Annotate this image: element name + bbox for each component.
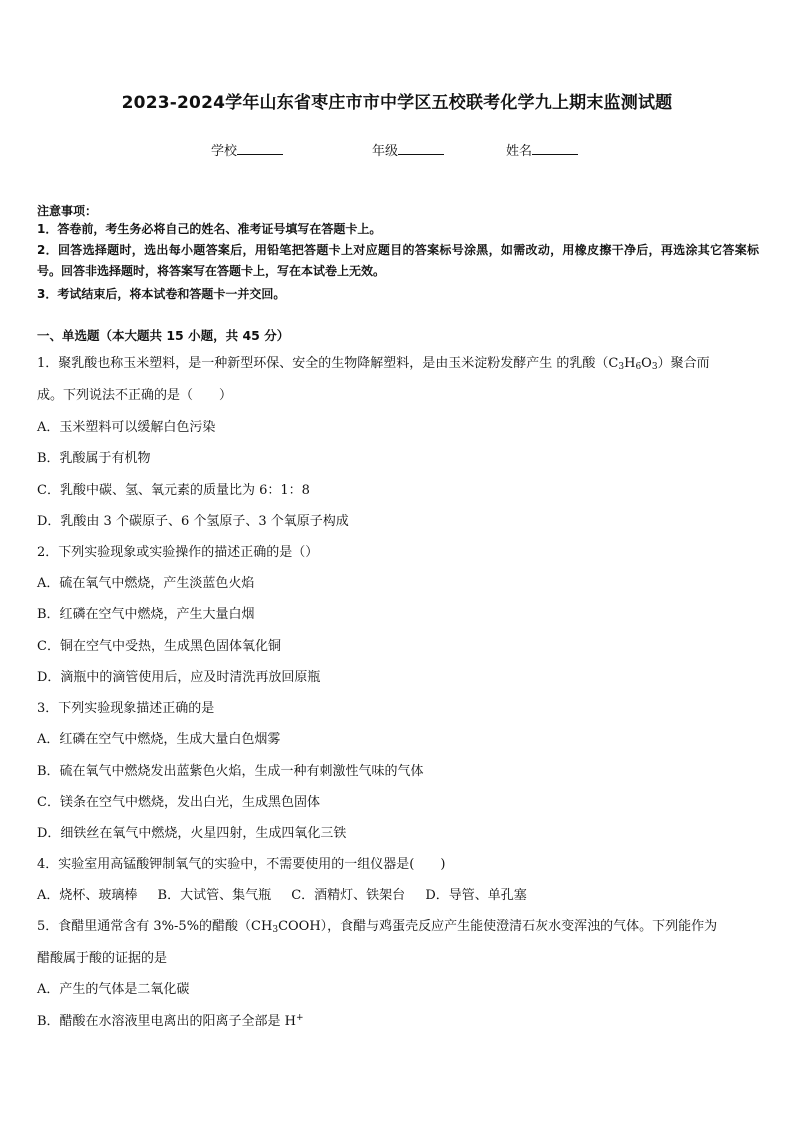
q3-option-d[interactable]: D．细铁丝在氧气中燃烧，火星四射，生成四氧化三铁 [37, 826, 347, 841]
q2-option-a[interactable]: A．硫在氧气中燃烧，产生淡蓝色火焰 [37, 576, 255, 591]
q5-stem-line2: 醋酸属于酸的证据的是 [37, 951, 168, 966]
name-field[interactable]: 姓名 [506, 140, 578, 159]
school-blank[interactable] [237, 142, 283, 155]
page-title: 2023-2024学年山东省枣庄市市中学区五校联考化学九上期末监测试题 [121, 93, 673, 113]
q3-option-c[interactable]: C．镁条在空气中燃烧，发出白光，生成黑色固体 [37, 795, 320, 810]
q1-stem-line2: 成。下列说法不正确的是（ ） [37, 388, 233, 403]
q3-option-a[interactable]: A．红磷在空气中燃烧，生成大量白色烟雾 [37, 732, 281, 747]
name-blank[interactable] [532, 142, 578, 155]
q4-option-a[interactable]: A．烧杯、玻璃棒 [37, 888, 138, 903]
q2-option-b[interactable]: B．红磷在空气中燃烧，产生大量白烟 [37, 607, 255, 622]
q1-option-a[interactable]: A．玉米塑料可以缓解白色污染 [37, 420, 216, 435]
q3-stem: 3．下列实验现象描述正确的是 [37, 701, 215, 716]
q2-option-c[interactable]: C．铜在空气中受热，生成黑色固体氧化铜 [37, 639, 281, 654]
q1-option-d[interactable]: D．乳酸由 3 个碳原子、6 个氢原子、3 个氧原子构成 [37, 514, 349, 529]
q4-option-b[interactable]: B．大试管、集气瓶 [157, 888, 272, 903]
q5-option-a[interactable]: A．产生的气体是二氧化碳 [37, 982, 190, 997]
school-field[interactable]: 学校 [211, 140, 283, 159]
section-title: 一、单选题（本大题共 15 小题，共 45 分） [37, 328, 290, 343]
q2-option-d[interactable]: D．滴瓶中的滴管使用后，应及时清洗再放回原瓶 [37, 670, 321, 685]
note-item-3: 3．考试结束后，将本试卷和答题卡一并交回。 [37, 287, 286, 301]
note-item-1: 1．答卷前，考生务必将自己的姓名、准考证号填写在答题卡上。 [37, 222, 382, 236]
notes-heading: 注意事项： [37, 204, 98, 218]
q1-option-c[interactable]: C．乳酸中碳、氢、氧元素的质量比为 6：1：8 [37, 483, 310, 498]
q5-stem-line1: 5．食醋里通常含有 3%-5%的醋酸$(CH_3COOH)$，食醋与鸡蛋壳反应产生能使澄清石灰水变浑浊的气体。下列能作为 [37, 919, 718, 935]
q2-stem: 2．下列实验现象或实验操作的描述正确的是（） [37, 545, 319, 560]
q3-option-b[interactable]: B．硫在氧气中燃烧发出蓝紫色火焰，生成一种有刺激性气味的气体 [37, 764, 424, 779]
note-item-2: 2．回答选择题时，选出每小题答案后，用铅笔把答题卡上对应题目的答案标号涂黑，如需改动，用橡皮擦干净后，再选涂其它答案标号。回答非选择题时，将答案写在答题卡上，写在本试卷上无效。 [37, 243, 759, 278]
q5-option-b[interactable]: B．醋酸在水溶液里电离出的阳离子全部是 H+ [37, 1013, 304, 1029]
grade-field[interactable]: 年级 [372, 140, 444, 159]
q1-stem-line1: 1．聚乳酸也称玉米塑料，是一种新型环保、安全的生物降解塑料，是由玉米淀粉发酵产生 的乳酸$(C_3H_6O_3)$聚合而 [37, 356, 710, 372]
q4-option-c[interactable]: C．酒精灯、铁架台 [291, 888, 406, 903]
grade-blank[interactable] [398, 142, 444, 155]
q4-stem: 4．实验室用高锰酸钾制氧气的实验中，不需要使用的一组仪器是( ) [37, 857, 446, 872]
q4-option-d[interactable]: D．导管、单孔塞 [425, 888, 527, 903]
q1-option-b[interactable]: B．乳酸属于有机物 [37, 451, 151, 466]
q4-options-row [37, 884, 761, 903]
